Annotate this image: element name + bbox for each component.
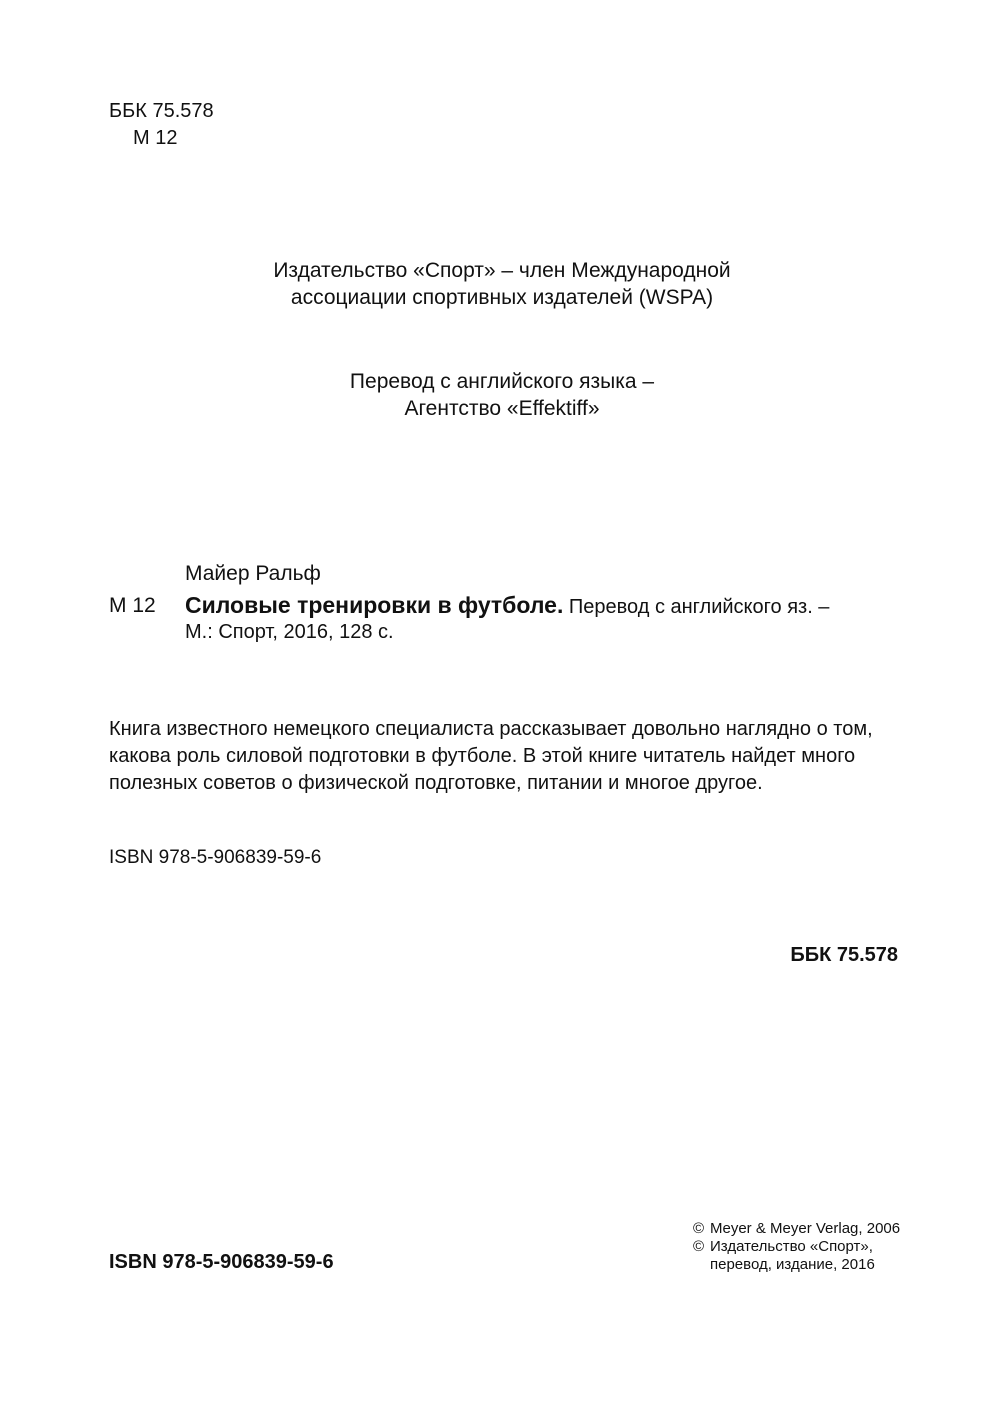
bbk-code-bottom: ББК 75.578 bbox=[790, 944, 898, 966]
copyright-line-3 bbox=[693, 1256, 900, 1274]
publisher-statement bbox=[0, 257, 1004, 311]
imprint: М.: Спорт, 2016, 128 с. bbox=[185, 621, 394, 643]
isbn-bold: ISBN 978-5-906839-59-6 bbox=[109, 1251, 334, 1273]
author-mark-top: М 12 bbox=[133, 127, 178, 149]
copyright-notice bbox=[693, 1220, 900, 1274]
publisher-line-2: ассоциации спортивных издателей (WSPA) bbox=[290, 286, 714, 309]
copyright-line-1 bbox=[693, 1220, 900, 1238]
abstract-line-1: Книга известного немецкого специалиста рассказывает довольно наглядно о том, bbox=[109, 718, 873, 740]
bbk-code-top: ББК 75.578 bbox=[109, 100, 214, 122]
book-title: Силовые тренировки в футболе. bbox=[185, 592, 564, 618]
title-suffix: Перевод с английского яз. – bbox=[568, 596, 830, 618]
copyright-line-2 bbox=[693, 1238, 900, 1256]
translation-line-2: Агентство «Effektiff» bbox=[404, 397, 600, 420]
copyright-holder-1: Meyer & Meyer Verlag, 2006 bbox=[710, 1220, 901, 1237]
abstract-line-2: какова роль силовой подготовки в футболе. В этой книге читатель найдет много bbox=[109, 745, 856, 767]
copyright-symbol: © bbox=[693, 1238, 705, 1255]
author-name: Майер Ральф bbox=[185, 562, 321, 585]
publisher-line-1: Издательство «Спорт» – член Международной bbox=[273, 259, 731, 282]
abstract-line-3: полезных советов о физической подготовке, питании и многое другое. bbox=[109, 772, 763, 794]
isbn-plain: ISBN 978-5-906839-59-6 bbox=[109, 847, 322, 868]
copyright-holder-2-cont: перевод, издание, 2016 bbox=[710, 1256, 875, 1273]
copyright-symbol: © bbox=[693, 1220, 705, 1237]
author-mark: М 12 bbox=[109, 594, 156, 617]
entry-title-line bbox=[185, 592, 829, 621]
copyright-holder-2: Издательство «Спорт», bbox=[710, 1238, 873, 1255]
translation-line-1: Перевод с английского языка – bbox=[349, 370, 655, 393]
abstract bbox=[109, 716, 909, 797]
translation-credit bbox=[0, 368, 1004, 422]
